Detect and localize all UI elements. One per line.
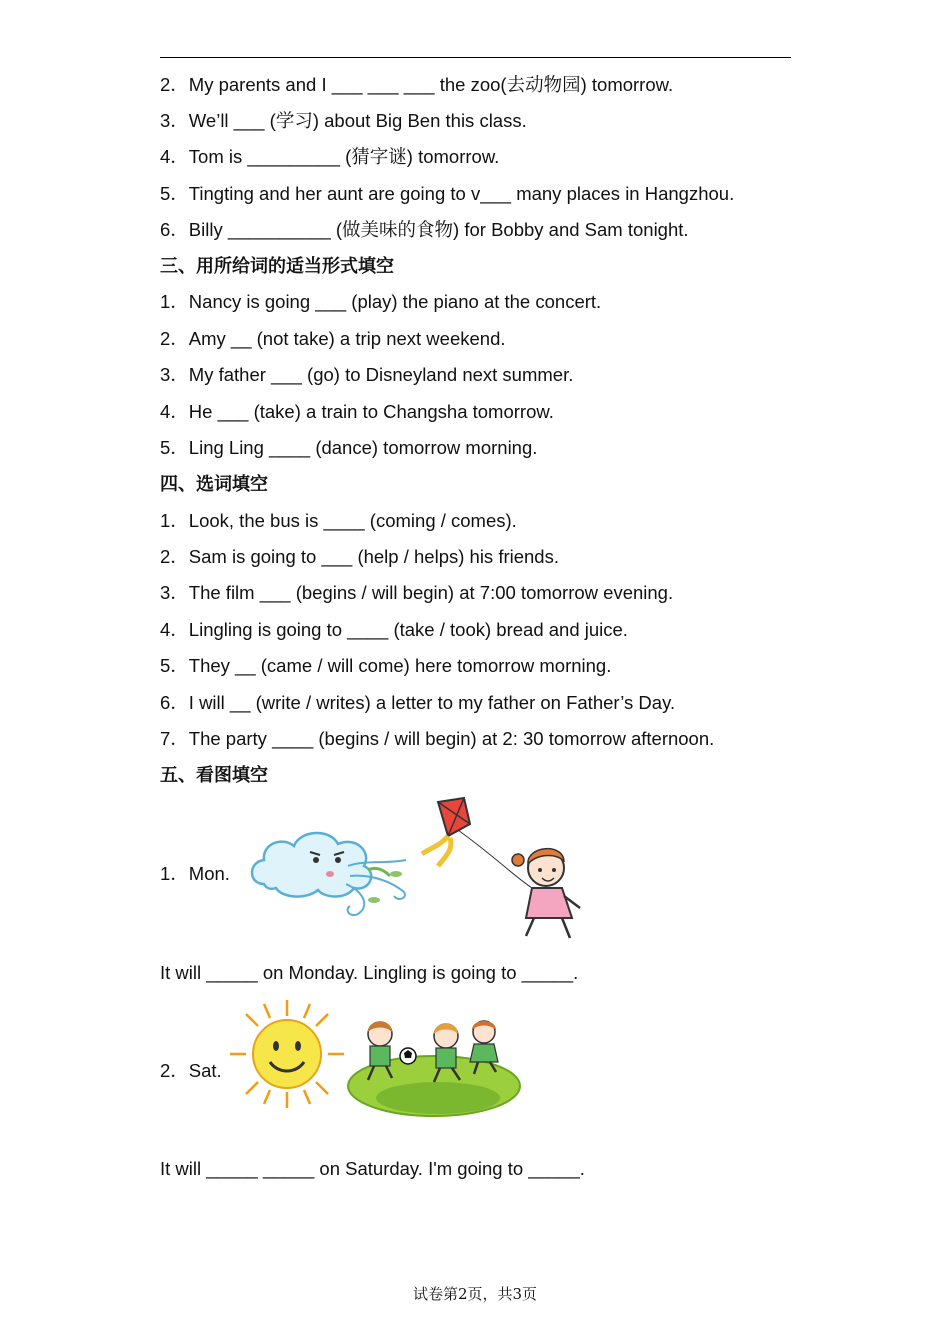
section3-heading: 三、用所给词的适当形式填空 (160, 256, 394, 277)
s3-item-5: 5．Ling Ling ____ (dance) tomorrow morning. (160, 437, 538, 458)
smiling-sun-icon (228, 998, 346, 1110)
q1-sentence: It will _____ on Monday. Lingling is going to _____. (160, 962, 579, 983)
girl-flying-kite-icon (414, 796, 584, 944)
s2-item-5: 5．Tingting and her aunt are going to v___ many places in Hangzhou. (160, 183, 735, 204)
s4-item-6: 6．I will __ (write / writes) a letter to my father on Father’s Day. (160, 692, 676, 713)
s3-item-2: 2．Amy __ (not take) a trip next weekend. (160, 328, 506, 349)
s2-item-6: 6．Billy __________ (做美味的食物) for Bobby and Sam tonight. (160, 219, 689, 240)
q2-sentence: It will _____ _____ on Saturday. I'm going to _____. (160, 1158, 585, 1179)
section5-heading: 五、看图填空 (160, 765, 268, 786)
s4-item-3: 3．The film ___ (begins / will begin) at 7:00 tomorrow evening. (160, 582, 674, 603)
header-rule (160, 57, 791, 58)
kids-playing-football-icon (346, 1016, 522, 1120)
s2-item-3: 3．We’ll ___ (学习) about Big Ben this class. (160, 110, 527, 131)
q2-day-label: 2．Sat. (160, 1060, 222, 1081)
s3-item-1: 1．Nancy is going ___ (play) the piano at the concert. (160, 291, 602, 312)
s4-item-7: 7．The party ____ (begins / will begin) at 2: 30 tomorrow afternoon. (160, 728, 715, 749)
page-footer: 试卷第2页，共3页 (412, 1285, 538, 1303)
s4-item-2: 2．Sam is going to ___ (help / helps) his friends. (160, 546, 559, 567)
s2-item-4: 4．Tom is _________ (猜字谜) tomorrow. (160, 146, 500, 167)
s4-item-1: 1．Look, the bus is ____ (coming / comes). (160, 510, 517, 531)
s4-item-5: 5．They __ (came / will come) here tomorrow morning. (160, 655, 612, 676)
q1-day-label: 1．Mon. (160, 863, 230, 884)
section4-heading: 四、选词填空 (160, 474, 268, 495)
s2-item-2: 2．My parents and I ___ ___ ___ the zoo(去动物园) tomorrow. (160, 74, 674, 95)
s3-item-4: 4．He ___ (take) a train to Changsha tomorrow. (160, 401, 554, 422)
windy-cloud-icon (246, 826, 414, 926)
s3-item-3: 3．My father ___ (go) to Disneyland next summer. (160, 364, 574, 385)
s4-item-4: 4．Lingling is going to ____ (take / took) bread and juice. (160, 619, 628, 640)
